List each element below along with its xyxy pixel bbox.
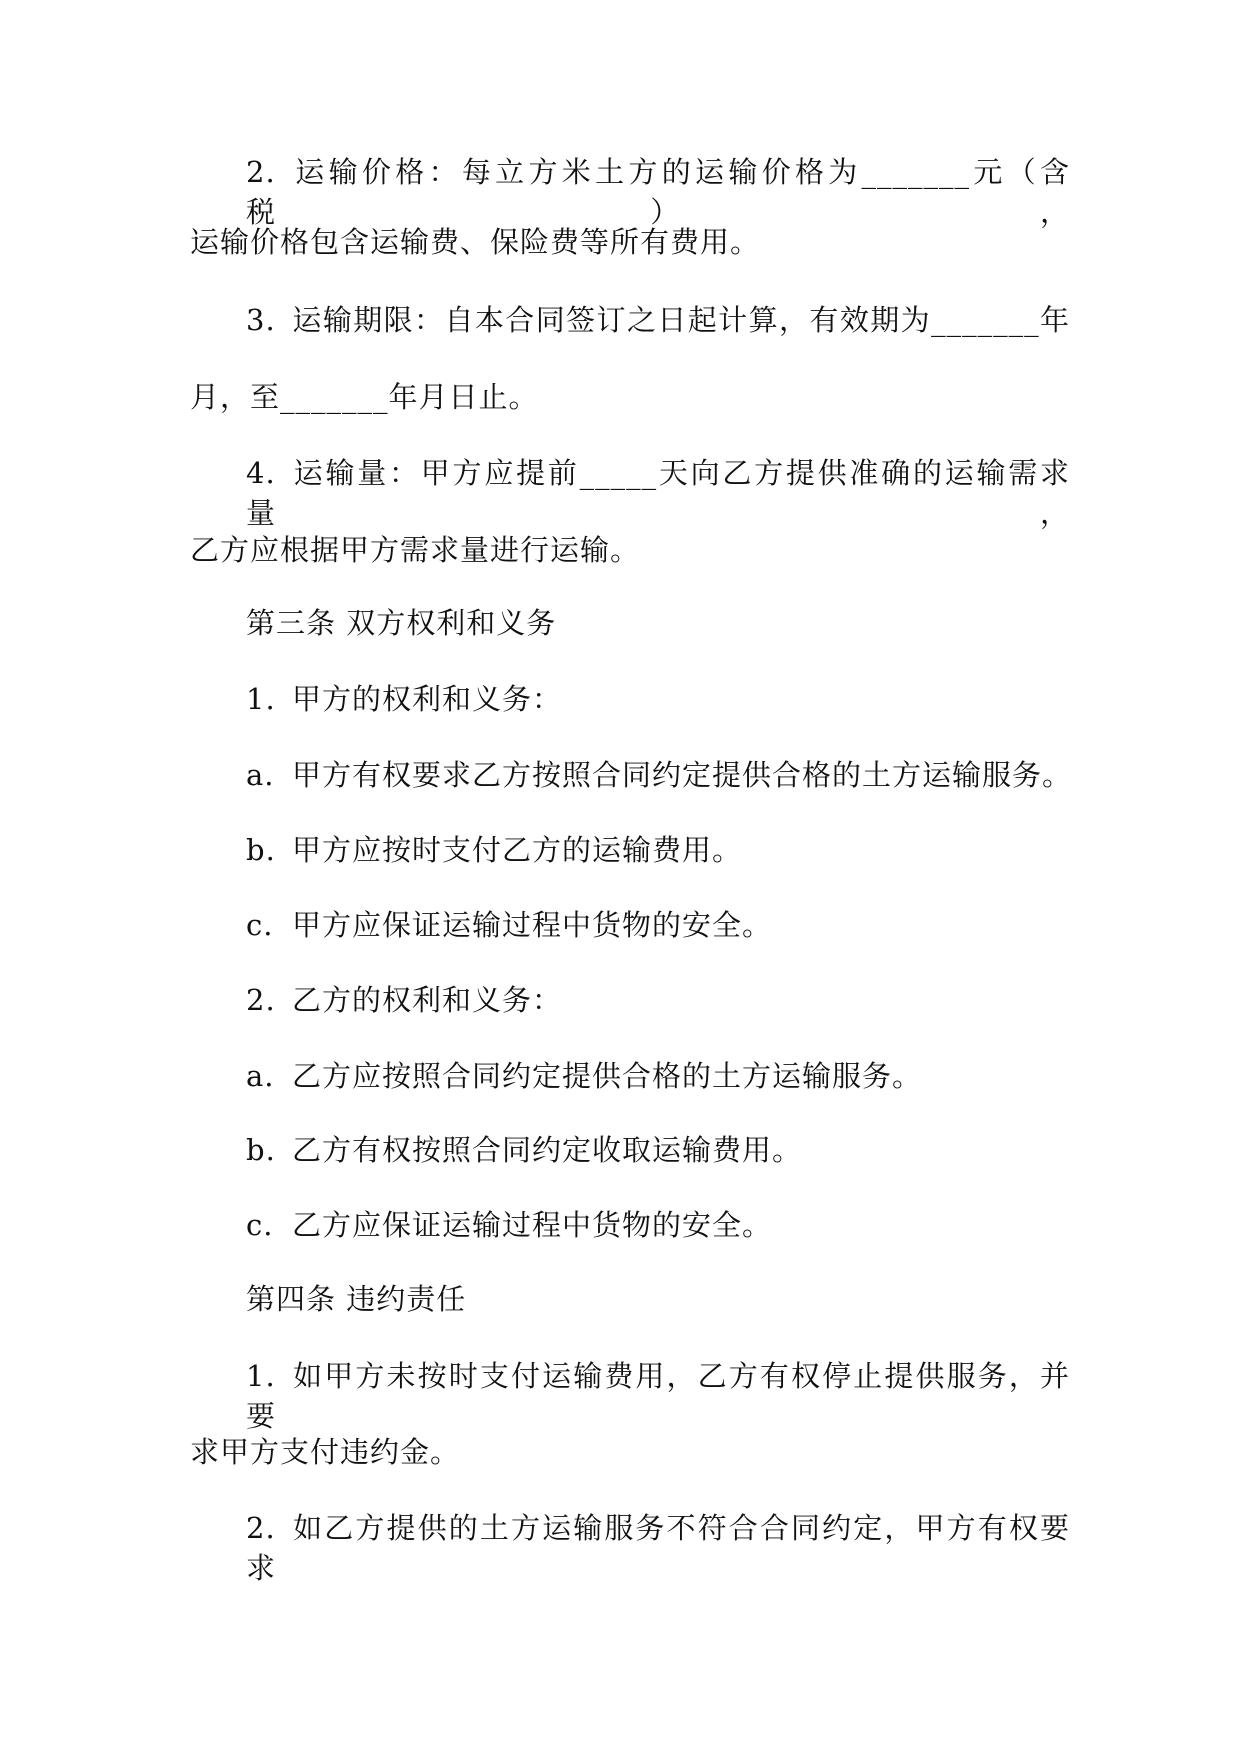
line-text: 甲方有权要求乙方按照合同约定提供合格的土方运输服务。 bbox=[292, 758, 1073, 792]
line-text: 运输价格：每立方米土方的运输价格为_______元（含税）， bbox=[246, 155, 1070, 229]
line-text: 第四条 违约责任 bbox=[246, 1282, 467, 1316]
item-number: 3. bbox=[246, 303, 276, 337]
item-number: c. bbox=[246, 1208, 274, 1242]
paragraph-line bbox=[190, 222, 1070, 262]
line-text: 运输价格包含运输费、保险费等所有费用。 bbox=[190, 225, 761, 259]
line-text: 运输期限：自本合同签订之日起计算，有效期为_______年 bbox=[292, 303, 1070, 337]
paragraph-line bbox=[246, 980, 1126, 1020]
line-text: 乙方应根据甲方需求量进行运输。 bbox=[190, 533, 641, 567]
line-text: 乙方应按照合同约定提供合格的土方运输服务。 bbox=[292, 1059, 923, 1093]
line-text: 第三条 双方权利和义务 bbox=[246, 606, 557, 640]
item-number: a. bbox=[246, 758, 275, 792]
paragraph-line bbox=[246, 1356, 1070, 1436]
item-number: 1. bbox=[246, 682, 276, 716]
item-number: a. bbox=[246, 1059, 275, 1093]
item-number: c. bbox=[246, 908, 274, 942]
paragraph-line bbox=[246, 679, 1126, 719]
line-text: 甲方应按时支付乙方的运输费用。 bbox=[292, 833, 743, 867]
line-text: 乙方有权按照合同约定收取运输费用。 bbox=[292, 1133, 803, 1167]
paragraph-line bbox=[190, 1432, 1070, 1472]
paragraph-line bbox=[190, 530, 1070, 570]
item-number: 2. bbox=[246, 983, 276, 1017]
paragraph-line bbox=[246, 755, 1126, 795]
paragraph-line bbox=[246, 152, 1070, 232]
item-number: 2. bbox=[246, 1511, 276, 1545]
line-text: 乙方的权利和义务： bbox=[292, 983, 563, 1017]
line-text: 甲方的权利和义务： bbox=[292, 682, 563, 716]
line-text: 如乙方提供的土方运输服务不符合合同约定，甲方有权要求 bbox=[246, 1511, 1070, 1585]
item-number: 2. bbox=[246, 155, 276, 189]
paragraph-line bbox=[246, 830, 1126, 870]
paragraph-line bbox=[190, 377, 1070, 417]
paragraph-line bbox=[246, 1205, 1126, 1245]
section-heading bbox=[246, 603, 1126, 643]
item-number: b. bbox=[246, 1133, 276, 1167]
line-text: 甲方应保证运输过程中货物的安全。 bbox=[292, 908, 773, 942]
line-text: 求甲方支付违约金。 bbox=[190, 1435, 461, 1469]
paragraph-line bbox=[246, 905, 1126, 945]
paragraph-line bbox=[246, 1130, 1126, 1170]
line-text: 乙方应保证运输过程中货物的安全。 bbox=[292, 1208, 773, 1242]
item-number: 4. bbox=[246, 456, 276, 490]
line-text: 月，至_______年月日止。 bbox=[190, 380, 539, 414]
paragraph-line bbox=[246, 300, 1070, 340]
item-number: b. bbox=[246, 833, 276, 867]
paragraph-line bbox=[246, 453, 1070, 533]
line-text: 如甲方未按时支付运输费用，乙方有权停止提供服务，并要 bbox=[246, 1359, 1070, 1433]
paragraph-line bbox=[246, 1056, 1126, 1096]
paragraph-line bbox=[246, 1508, 1070, 1588]
section-heading bbox=[246, 1279, 1126, 1319]
item-number: 1. bbox=[246, 1359, 276, 1393]
line-text: 运输量：甲方应提前_____天向乙方提供准确的运输需求量， bbox=[246, 456, 1070, 530]
